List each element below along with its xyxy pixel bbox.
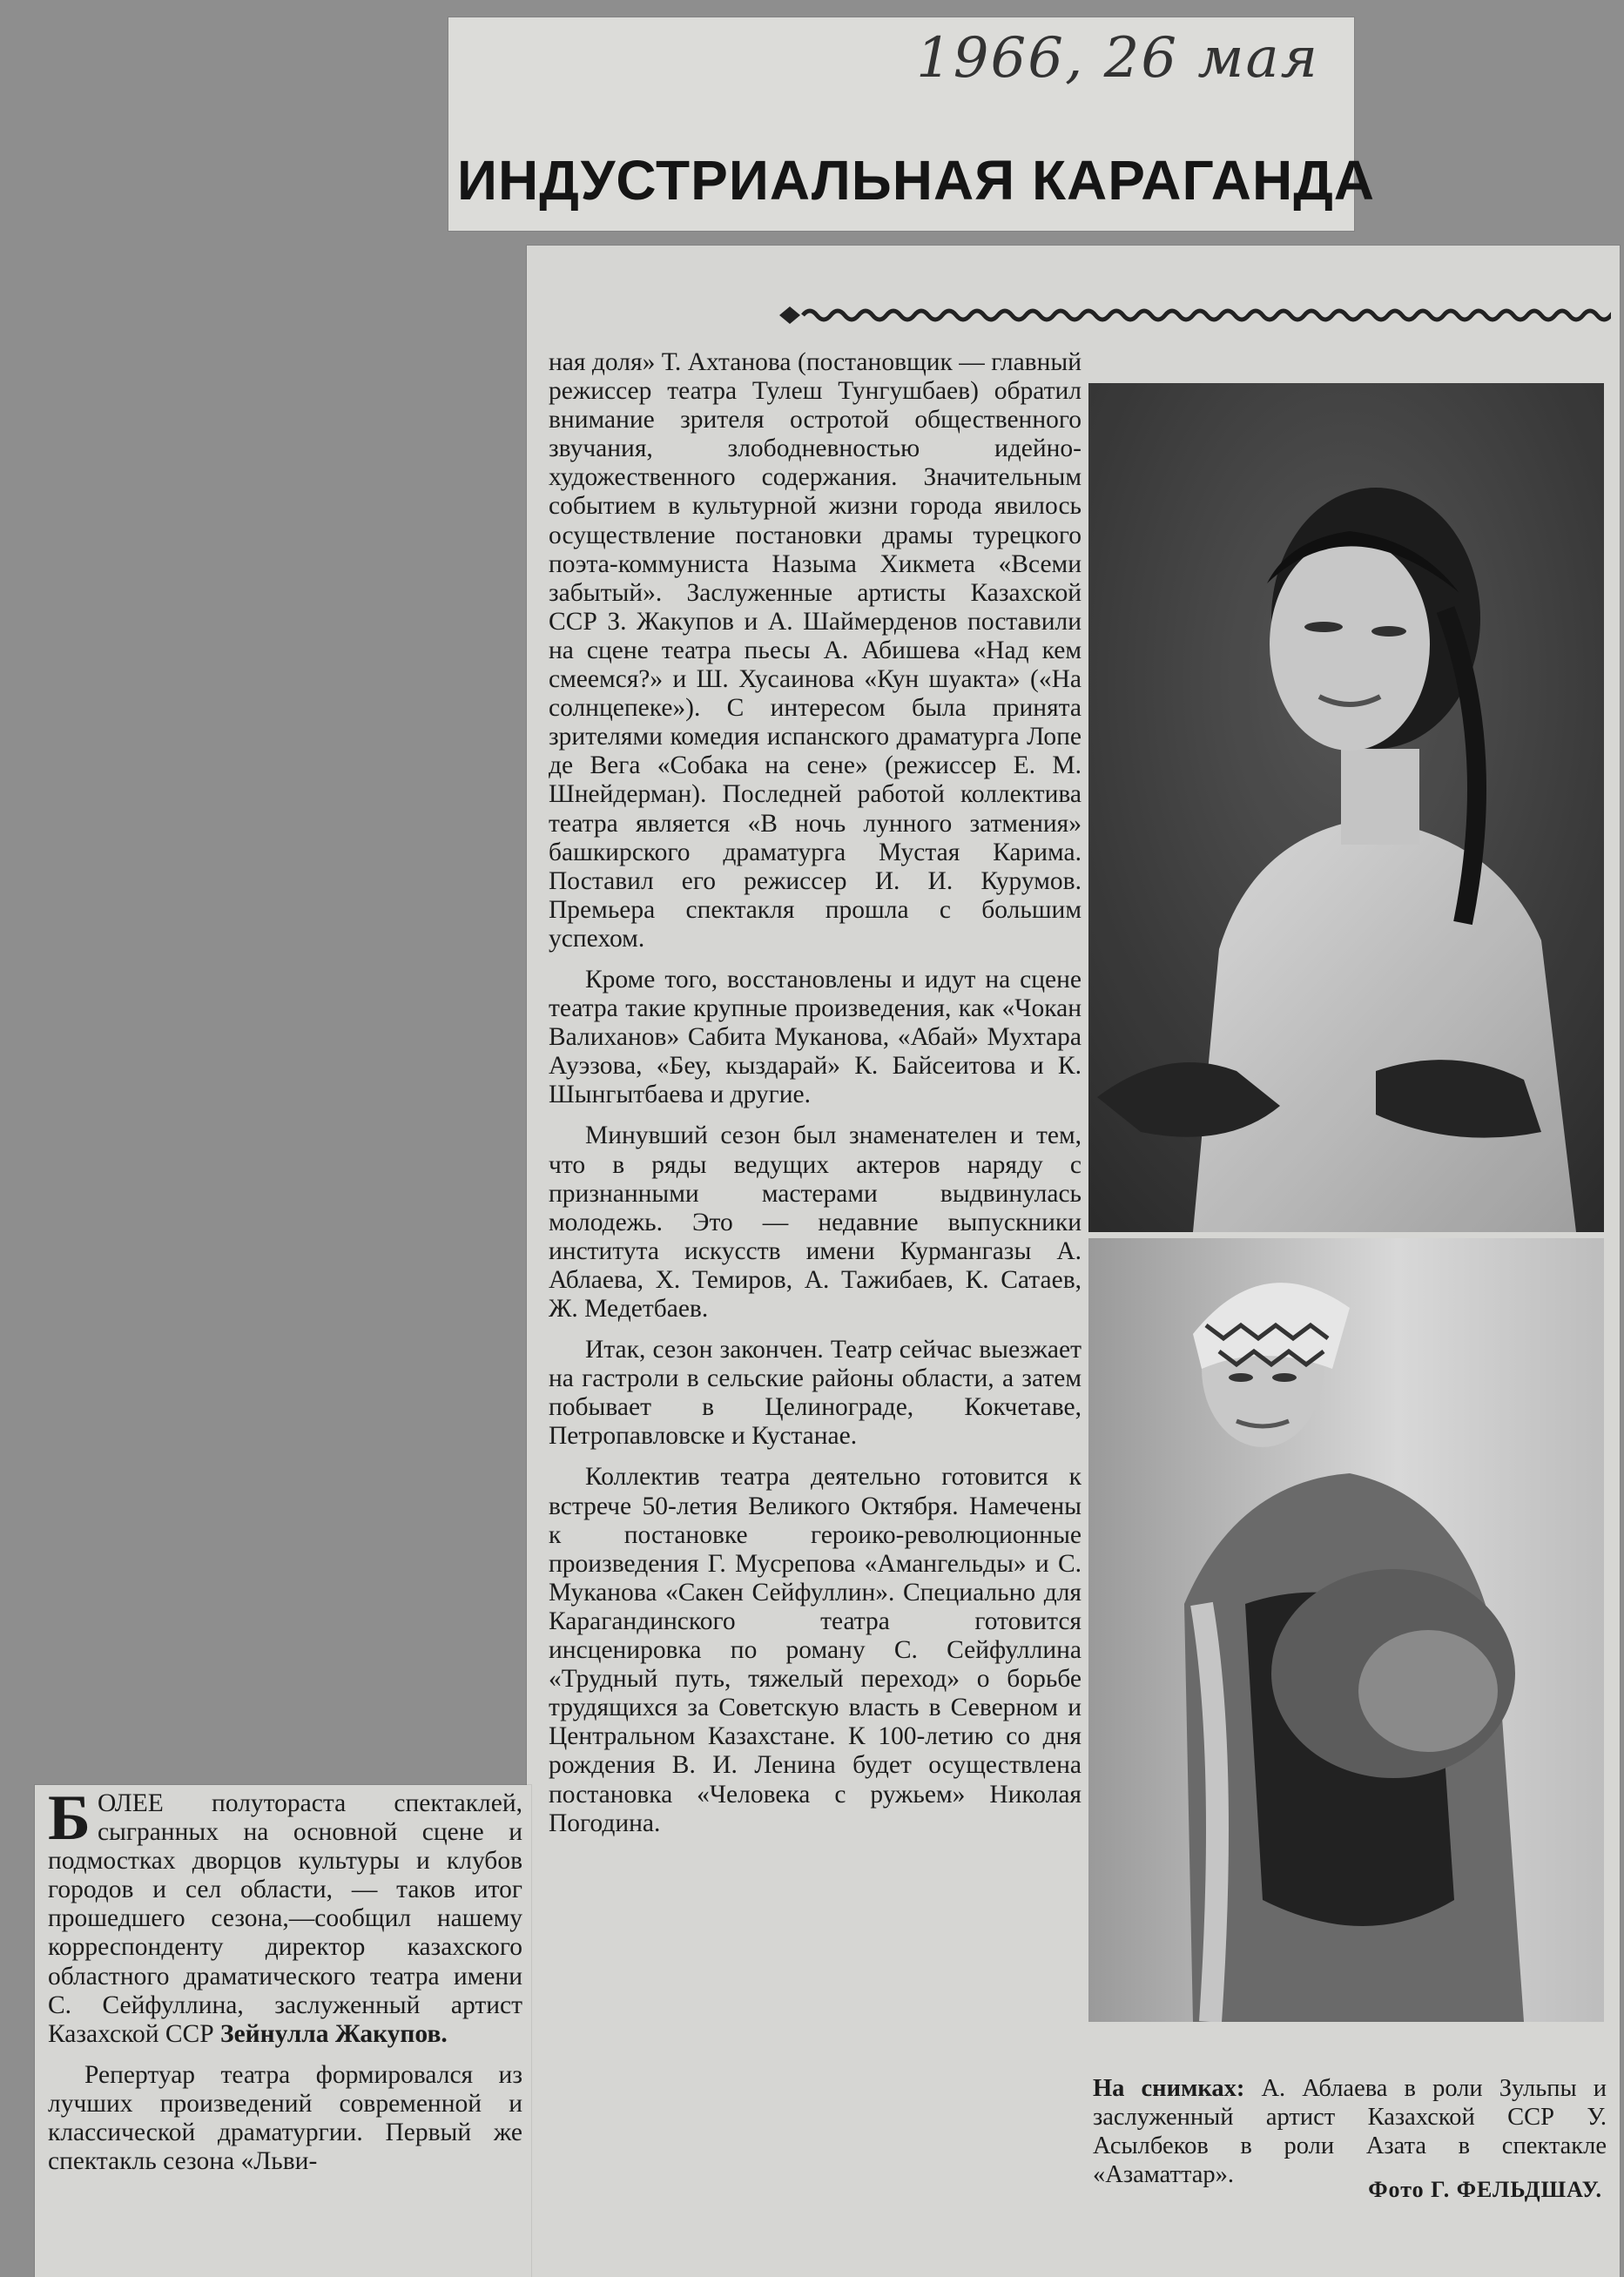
article-paragraph: Коллектив театра деятельно готовится к встрече 50-летия Великого Октября. Намечены к постановке героико-революционные произведения Г. Мусрепова «Амангельды» и С. Муканова «Сакен Сейфуллин». Специально для Карагандинского театра готовится инсценировка по роману С. Сейфуллина «Трудный путь, тяжелый переход» о борьбе трудящихся за Советскую власть в Северном и Центральном Казахстане. К 100-летию со дня рождения В. И. Ленина будет осуществлена постановка «Человека с ружьем» Николая Погодина. bbox=[549, 1463, 1082, 1837]
article-paragraph: Итак, сезон закончен. Театр сейчас выезжает на гастроли в сельские районы области, а затем побывает в Целинограде, Кокчетаве, Петропавловске и Кустанае. bbox=[549, 1336, 1082, 1451]
drop-cap: Б bbox=[48, 1782, 91, 1854]
lead-paragraph bbox=[48, 1782, 522, 2049]
article-paragraph: Минувший сезон был знаменателен и тем, что в ряды ведущих актеров наряду с признанными мастерами выдвинулась молодежь. Это — недавние выпускники института искусств имени Курмангазы А. Аблаева, Х. Темиров, А. Тажибаев, К. Сатаев, Ж. Медетбаев. bbox=[549, 1122, 1082, 1323]
article-paragraph: ная доля» Т. Ахтанова (постановщик — главный режиссер театра Тулеш Тунгушбаев) обратил внимание зрителя остротой общественного звучания, злободневностью идейно-художественного содержания. Значительным событием в культурной жизни города явилось осуществление постановки драмы турецкого поэта-коммуниста Назыма Хикмета «Всеми забытый». Заслуженные артисты Казахской ССР З. Жакупов и А. Шаймерденов поставили на сцене театра пьесы А. Абишева «Над кем смеемся?» и Ш. Хусаинова «Кун шуакта» («На солнцепеке»). С интересом была принята зрителями комедия испанского драматурга Лопе де Вега «Собака на сене» (режиссер Е. М. Шнейдерман). Последней работой коллектива театра является «В ночь лунного затмения» башкирского драматурга Мустая Карима. Поставил его режиссер И. И. Курумов. Премьера спектакля прошла с большим успехом. bbox=[549, 348, 1082, 953]
article-paragraph: Кроме того, восстановлены и идут на сцене театра такие крупные произведения, как «Чокан Валиханов» Сабита Муканова, «Абай» Мухтара Ауэзова, «Беу, кыздарай» К. Байсеитова и К. Шынгытбаева и другие. bbox=[549, 965, 1082, 1109]
director-name: Зейнулла Жакупов. bbox=[220, 2019, 448, 2048]
photo-caption bbox=[1093, 2074, 1607, 2189]
header-clipping bbox=[448, 17, 1375, 231]
photo-credit: Фото Г. ФЕЛЬДШАУ. bbox=[1368, 2177, 1602, 2202]
lead-text: ОЛЕЕ полутораста спектаклей, сыгранных на основной сцене и подмостках дворцов культуры и клубов городов и сел области, — таков итог прошедшего сезона,—сообщил нашему корреспонденту директор казахского областного драматического театра имени С. Сейфуллина, заслуженный артист Казахской ССР bbox=[48, 1789, 522, 2048]
newspaper-title: ИНДУСТРИАЛЬНАЯ КАРАГАНДА bbox=[457, 149, 1375, 212]
photo-actor-in-costume bbox=[1088, 1238, 1604, 2022]
lead-paragraph-2: Репертуар театра формировался из лучших произведений современной и классической драматургии. Первый же спектакль сезона «Льви- bbox=[48, 2060, 522, 2176]
decorative-wavy-rule bbox=[261, 298, 1611, 333]
handwritten-date: 1966, 26 мая bbox=[916, 26, 1319, 91]
photo-actress-portrait bbox=[1088, 383, 1604, 1232]
caption-text: А. Аблаева в роли Зульпы и заслуженный артист Казахской ССР У. Асылбеков в роли Азата в спектакле «Азаматтар». bbox=[1093, 2075, 1607, 2188]
article-lead-column bbox=[48, 1782, 522, 2188]
caption-label: На снимках: bbox=[1093, 2075, 1245, 2102]
article-middle-column bbox=[549, 348, 1082, 1850]
